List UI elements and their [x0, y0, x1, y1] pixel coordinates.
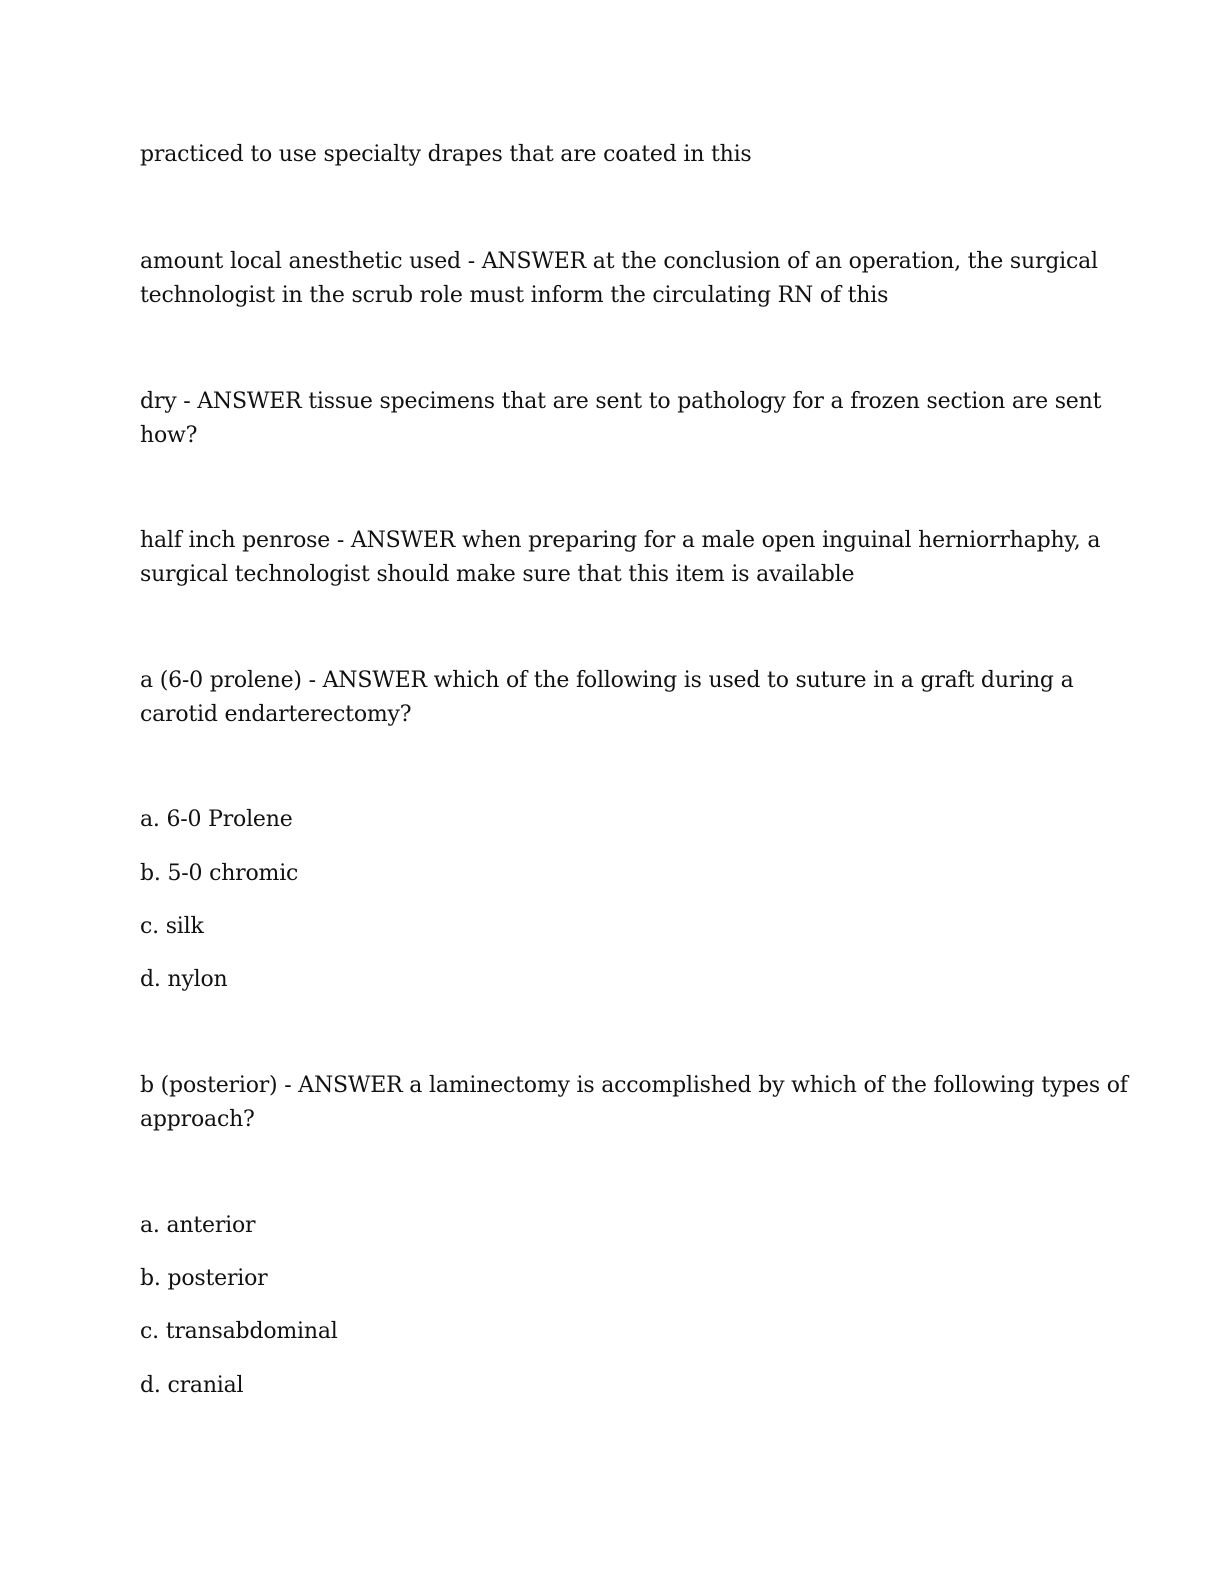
- option-line: b. posterior: [140, 1266, 268, 1291]
- option-line: d. nylon: [140, 967, 228, 992]
- option-line: c. silk: [140, 914, 204, 939]
- question-line: surgical technologist should make sure that this item is available: [140, 562, 855, 587]
- option-line: d. cranial: [140, 1373, 244, 1398]
- answer-line: b (posterior) - ANSWER a laminectomy is accomplished by which of the following types of: [140, 1073, 1128, 1098]
- answer-line: amount local anesthetic used - ANSWER at the conclusion of an operation, the surgical: [140, 249, 1098, 274]
- option-line: a. 6-0 Prolene: [140, 807, 293, 832]
- option-line: a. anterior: [140, 1213, 256, 1238]
- option-line: c. transabdominal: [140, 1319, 338, 1344]
- option-line: b. 5-0 chromic: [140, 861, 299, 886]
- answer-line: a (6-0 prolene) - ANSWER which of the following is used to suture in a graft during a: [140, 668, 1074, 693]
- question-line: carotid endarterectomy?: [140, 702, 412, 727]
- question-line: approach?: [140, 1107, 255, 1132]
- question-line: how?: [140, 423, 198, 448]
- question-line: technologist in the scrub role must inform the circulating RN of this: [140, 283, 889, 308]
- answer-line: dry - ANSWER tissue specimens that are sent to pathology for a frozen section are sent: [140, 389, 1102, 414]
- answer-line: half inch penrose - ANSWER when preparing for a male open inguinal herniorrhaphy, a: [140, 528, 1101, 553]
- text-line: practiced to use specialty drapes that are coated in this: [140, 142, 752, 167]
